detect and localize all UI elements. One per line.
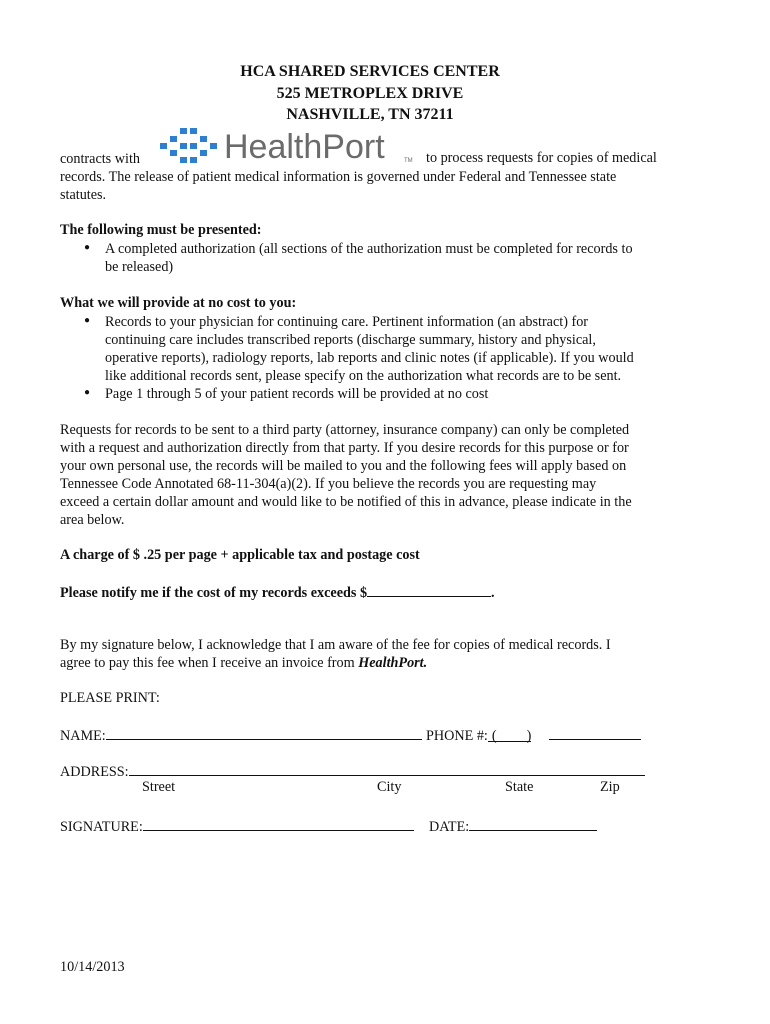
acknowledge-line-2 bbox=[60, 654, 427, 672]
phone-paren-close: ) bbox=[526, 728, 532, 744]
charge-text: A charge of $ .25 per page + applicable tax and postage cost bbox=[60, 547, 420, 563]
address-state-caption: State bbox=[505, 779, 534, 795]
address-field[interactable] bbox=[129, 761, 645, 776]
phone-paren-open: ( bbox=[491, 728, 497, 744]
provide-item-line: continuing care includes transcribed reports (discharge summary, history and physical, bbox=[105, 332, 596, 348]
date-row bbox=[429, 816, 597, 836]
acknowledge-line-1: By my signature below, I acknowledge that I am aware of the fee for copies of medical records. I bbox=[60, 637, 611, 653]
notify-amount-field[interactable] bbox=[367, 582, 491, 597]
requests-line: exceed a certain dollar amount and would like to be notified of this in advance, please indicate in the bbox=[60, 494, 632, 510]
signature-row bbox=[60, 816, 414, 836]
name-label: NAME: bbox=[60, 728, 106, 744]
acknowledge-line-2-text: agree to pay this fee when I receive an invoice from bbox=[60, 655, 359, 671]
notify-end: . bbox=[491, 585, 495, 601]
healthport-logo-text: HealthPort bbox=[224, 128, 385, 166]
intro-prefix: contracts with bbox=[60, 151, 140, 167]
phone-area-code-field[interactable] bbox=[488, 727, 531, 742]
provide-item-line: operative reports), radiology reports, lab reports and clinic notes (if applicable). If you would bbox=[105, 350, 634, 366]
address-row bbox=[60, 761, 645, 781]
presented-item-line-2: be released) bbox=[105, 259, 174, 275]
phone-number-field[interactable] bbox=[549, 725, 641, 740]
presented-item-line-1: A completed authorization (all sections of the authorization must be completed for records to bbox=[105, 241, 633, 257]
address-label: ADDRESS: bbox=[60, 764, 129, 780]
requests-line: area below. bbox=[60, 512, 125, 528]
provide-item-2: Page 1 through 5 of your patient records will be provided at no cost bbox=[105, 386, 489, 402]
provide-item-line: like additional records sent, please specify on the authorization what records are to be sent. bbox=[105, 368, 622, 384]
notify-text: Please notify me if the cost of my records exceeds $ bbox=[60, 585, 368, 601]
bullet-icon: ● bbox=[84, 387, 91, 398]
requests-line: with a request and authorization directly from that party. If you desire records for this purpose or for bbox=[60, 440, 629, 456]
healthport-logo bbox=[158, 124, 420, 168]
address-zip-caption: Zip bbox=[600, 779, 620, 795]
header-line-2: 525 METROPLEX DRIVE bbox=[276, 85, 464, 102]
signature-field[interactable] bbox=[143, 816, 414, 831]
provide-item-line: Records to your physician for continuing care. Pertinent information (an abstract) for bbox=[105, 314, 589, 330]
name-field[interactable] bbox=[106, 725, 422, 740]
presented-heading: The following must be presented: bbox=[60, 222, 262, 238]
intro-suffix: to process requests for copies of medical bbox=[426, 150, 657, 166]
requests-line: your own personal use, the records will be mailed to you and the following fees will apply based on bbox=[60, 458, 627, 474]
bullet-icon: ● bbox=[84, 315, 91, 326]
notify-line bbox=[60, 582, 495, 602]
requests-line: Tennessee Code Annotated 68-11-304(a)(2). If you believe the records you are requesting may bbox=[60, 476, 597, 492]
header-line-1: HCA SHARED SERVICES CENTER bbox=[240, 63, 500, 80]
header-line-3: NASHVILLE, TN 37211 bbox=[286, 106, 454, 123]
please-print-label: PLEASE PRINT: bbox=[60, 690, 160, 706]
address-city-caption: City bbox=[377, 779, 402, 795]
requests-line: Requests for records to be sent to a third party (attorney, insurance company) can only be completed bbox=[60, 422, 630, 438]
date-field[interactable] bbox=[469, 816, 597, 831]
footer-date: 10/14/2013 bbox=[60, 959, 125, 975]
date-label: DATE: bbox=[429, 819, 470, 835]
bullet-icon: ● bbox=[84, 242, 91, 253]
phone-label: PHONE #: bbox=[426, 728, 488, 744]
address-street-caption: Street bbox=[142, 779, 176, 795]
intro-line-3: statutes. bbox=[60, 187, 107, 203]
name-row bbox=[60, 725, 422, 745]
provide-heading: What we will provide at no cost to you: bbox=[60, 295, 297, 311]
phone-row bbox=[426, 725, 641, 745]
healthport-logo-mark bbox=[158, 124, 420, 168]
intro-line-2: records. The release of patient medical information is governed under Federal and Tennessee state bbox=[60, 169, 617, 185]
acknowledge-brand: HealthPort. bbox=[358, 655, 428, 671]
healthport-logo-tm: TM bbox=[404, 158, 413, 164]
signature-label: SIGNATURE: bbox=[60, 819, 143, 835]
